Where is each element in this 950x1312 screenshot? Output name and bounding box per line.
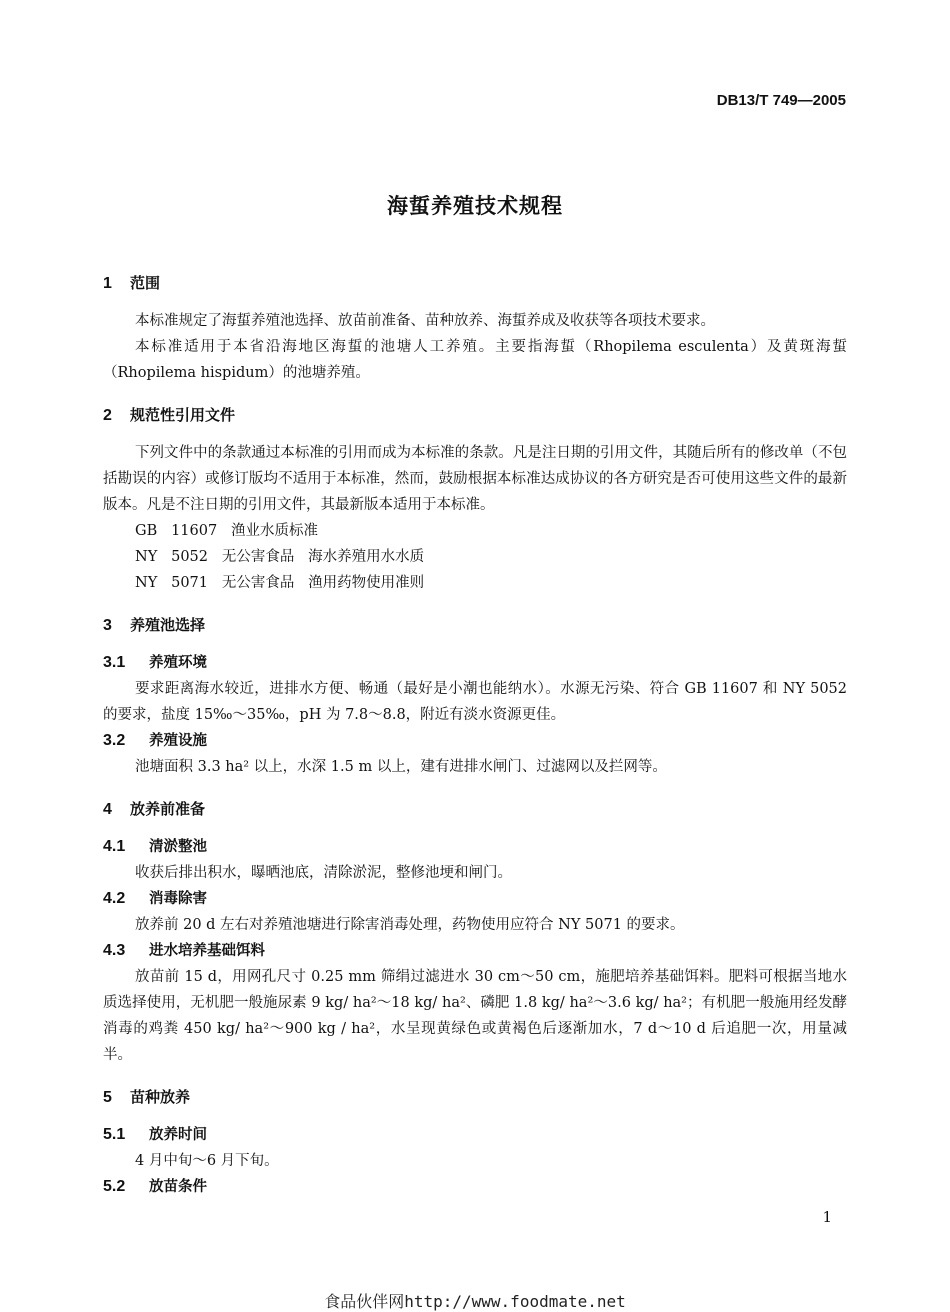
subsection-title: 放苗条件	[149, 1179, 207, 1195]
subsection-number: 4.3	[103, 942, 126, 959]
section-title: 苗种放养	[130, 1088, 191, 1106]
paragraph: 下列文件中的条款通过本标准的引用而成为本标准的条款。凡是注日期的引用文件，其随后所有的修改单（不包括勘误的内容）或修订版均不适用于本标准，然而，鼓励根据本标准达成协议的各方研究是否可使用这些文件的最新版本。凡是不注日期的引用文件，其最新版本适用于本标准。	[103, 445, 847, 513]
subsection-heading	[103, 728, 847, 754]
reference-item: NY 5052 无公害食品 海水养殖用水水质	[135, 549, 425, 565]
subsection-heading	[103, 1122, 847, 1148]
section-heading	[103, 1082, 847, 1112]
paragraph: 放养前 20 d 左右对养殖池塘进行除害消毒处理，药物使用应符合 NY 5071 的要求。	[135, 917, 685, 933]
section-number: 1	[103, 275, 112, 292]
subsection-title: 进水培养基础饵料	[149, 943, 265, 959]
subsection-heading	[103, 834, 847, 860]
section-number: 4	[103, 801, 112, 818]
section-number: 2	[103, 407, 112, 424]
subsection-heading	[103, 886, 847, 912]
paragraph: 放苗前 15 d，用网孔尺寸 0.25 mm 筛绢过滤进水 30 cm～50 cm，施肥培养基础饵料。肥料可根据当地水质选择使用，无机肥一般施尿素 9 kg/ ha²～18 kg/ ha²、磷肥 1.8 kg/ ha²～3.6 kg/ ha²；有机肥一般施用经发酵消毒的鸡粪 450 kg/ ha²～900 kg / ha²，水呈现黄绿色或黄褐色后逐渐加水，7 d～10 d 后追肥一次，用量减半。	[103, 969, 847, 1063]
paragraph: 要求距离海水较近，进排水方便、畅通（最好是小潮也能纳水）。水源无污染、符合 GB 11607 和 NY 5052 的要求，盐度 15‰～35‰，pH 为 7.8～8.8，附近有淡水资源更佳。	[103, 681, 847, 723]
section-heading	[103, 610, 847, 640]
section-number: 3	[103, 617, 112, 634]
paragraph: 本标准适用于本省沿海地区海蜇的池塘人工养殖。主要指海蜇（Rhopilema esculenta）及黄斑海蜇（Rhopilema hispidum）的池塘养殖。	[103, 339, 847, 381]
subsection-number: 5.2	[103, 1178, 126, 1195]
subsection-title: 养殖设施	[149, 733, 207, 749]
paragraph: 本标准规定了海蜇养殖池选择、放苗前准备、苗种放养、海蜇养成及收获等各项技术要求。	[135, 313, 715, 329]
subsection-number: 3.1	[103, 654, 126, 671]
page-number: 1	[822, 1208, 832, 1226]
subsection-heading	[103, 938, 847, 964]
subsection-title: 养殖环境	[149, 655, 207, 671]
subsection-title: 放养时间	[149, 1127, 207, 1143]
section-title: 范围	[130, 274, 161, 292]
section-heading	[103, 400, 847, 430]
subsection-number: 4.2	[103, 890, 126, 907]
subsection-title: 清淤整池	[149, 839, 207, 855]
reference-item: NY 5071 无公害食品 渔用药物使用准则	[135, 575, 425, 591]
document-body	[103, 268, 847, 1200]
section-title: 规范性引用文件	[130, 406, 236, 424]
section-title: 放养前准备	[130, 800, 206, 818]
document-title: 海蜇养殖技术规程	[387, 194, 563, 218]
subsection-number: 5.1	[103, 1126, 126, 1143]
section-heading	[103, 268, 847, 298]
subsection-heading	[103, 650, 847, 676]
paragraph: 池塘面积 3.3 ha² 以上，水深 1.5 m 以上，建有进排水闸门、过滤网以及拦网等。	[135, 759, 667, 775]
subsection-number: 3.2	[103, 732, 126, 749]
reference-item: GB 11607 渔业水质标准	[135, 523, 319, 539]
subsection-heading	[103, 1174, 847, 1200]
section-number: 5	[103, 1089, 112, 1106]
subsection-title: 消毒除害	[149, 891, 207, 907]
footer-watermark: 食品伙伴网http://www.foodmate.net	[324, 1292, 626, 1311]
section-heading	[103, 794, 847, 824]
subsection-number: 4.1	[103, 838, 126, 855]
paragraph: 4 月中旬～6 月下旬。	[135, 1153, 279, 1169]
section-title: 养殖池选择	[130, 616, 206, 634]
standard-code: DB13/T 749—2005	[716, 92, 846, 109]
paragraph: 收获后排出积水，曝晒池底，清除淤泥，整修池埂和闸门。	[135, 865, 512, 881]
